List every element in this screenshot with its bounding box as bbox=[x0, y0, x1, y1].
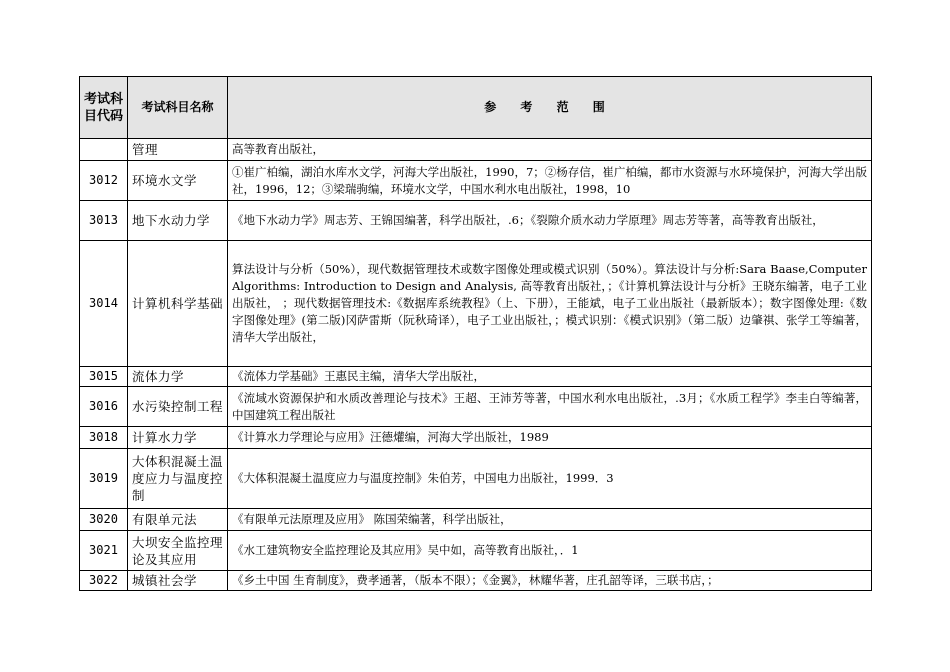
table-row bbox=[80, 427, 872, 449]
exam-reference-table bbox=[79, 76, 872, 591]
row-code: 3019 bbox=[80, 449, 128, 509]
row-name: 环境水文学 bbox=[128, 161, 228, 201]
row-code: 3016 bbox=[80, 387, 128, 427]
table-row bbox=[80, 531, 872, 571]
table-row bbox=[80, 161, 872, 201]
row-reference: 《计算水力学理论与应用》汪德爟编，河海大学出版社，1989 bbox=[228, 427, 872, 449]
row-code: 3012 bbox=[80, 161, 128, 201]
row-reference: 《乡土中国 生育制度》，费孝通著，（版本不限）；《金翼》，林耀华著，庄孔韶等译，三联书店，； bbox=[228, 571, 872, 591]
row-name: 大坝安全监控理论及其应用 bbox=[128, 531, 228, 571]
row-name: 计算水力学 bbox=[128, 427, 228, 449]
row-name: 城镇社会学 bbox=[128, 571, 228, 591]
table-header-row bbox=[80, 77, 872, 139]
table-row bbox=[80, 367, 872, 387]
header-code: 考试科目代码 bbox=[80, 77, 128, 139]
row-name: 流体力学 bbox=[128, 367, 228, 387]
row-name: 大体积混凝土温度应力与温度控制 bbox=[128, 449, 228, 509]
table-row bbox=[80, 509, 872, 531]
row-code: 3018 bbox=[80, 427, 128, 449]
row-reference: 《大体积混凝土温度应力与温度控制》朱伯芳，中国电力出版社，1999．3 bbox=[228, 449, 872, 509]
row-reference: 《有限单元法原理及应用》 陈国荣编著，科学出版社， bbox=[228, 509, 872, 531]
row-code: 3014 bbox=[80, 241, 128, 367]
table-row bbox=[80, 449, 872, 509]
row-reference: 高等教育出版社， bbox=[228, 139, 872, 161]
row-name: 地下水动力学 bbox=[128, 201, 228, 241]
table-row bbox=[80, 201, 872, 241]
row-name: 水污染控制工程 bbox=[128, 387, 228, 427]
row-name: 管理 bbox=[128, 139, 228, 161]
row-name: 计算机科学基础 bbox=[128, 241, 228, 367]
header-name: 考试科目名称 bbox=[128, 77, 228, 139]
row-reference: ①崔广柏编，湖泊水库水文学，河海大学出版社，1990，7；②杨存信，崔广柏编，都市水资源与水环境保护，河海大学出版社，1996，12；③梁瑞驹编，环境水文学，中国水利水电出版社，1998，10 bbox=[228, 161, 872, 201]
row-reference: 《流体力学基础》王惠民主编，清华大学出版社， bbox=[228, 367, 872, 387]
row-reference: 算法设计与分析（50%），现代数据管理技术或数字图像处理或模式识别（50%）。算法设计与分析:Sara Baase,Computer Algorithms: Introduction to Design and Analysis, 高等教育出版社，；《计算机算法设计与分析》王晓东编著，电子工业出版社， ；现代数据管理技术:《数据库系统教程》（上、下册），王能斌，电子工业出版社（最新版本）；数字图像处理:《数字图像处理》(第二版)冈萨雷斯（阮秋琦译），电子工业出版社，；模式识别：《模式识别》（第二版）边肇祺、张学工等编著，清华大学出版社， bbox=[228, 241, 872, 367]
row-code bbox=[80, 139, 128, 161]
header-range: 参 考 范 围 bbox=[228, 77, 872, 139]
row-code: 3021 bbox=[80, 531, 128, 571]
row-reference: 《地下水动力学》周志芳、王锦国编著，科学出版社，.6；《裂隙介质水动力学原理》周志芳等著，高等教育出版社， bbox=[228, 201, 872, 241]
row-code: 3013 bbox=[80, 201, 128, 241]
table-row bbox=[80, 139, 872, 161]
row-code: 3015 bbox=[80, 367, 128, 387]
row-code: 3022 bbox=[80, 571, 128, 591]
row-code: 3020 bbox=[80, 509, 128, 531]
exam-reference-table-container bbox=[79, 76, 871, 591]
row-reference: 《流域水资源保护和水质改善理论与技术》王超、王沛芳等著，中国水利水电出版社，.3月；《水质工程学》李圭白等编著，中国建筑工程出版社 bbox=[228, 387, 872, 427]
table-row bbox=[80, 387, 872, 427]
table-row bbox=[80, 241, 872, 367]
table-row bbox=[80, 571, 872, 591]
row-name: 有限单元法 bbox=[128, 509, 228, 531]
row-reference: 《水工建筑物安全监控理论及其应用》吴中如，高等教育出版社，．1 bbox=[228, 531, 872, 571]
